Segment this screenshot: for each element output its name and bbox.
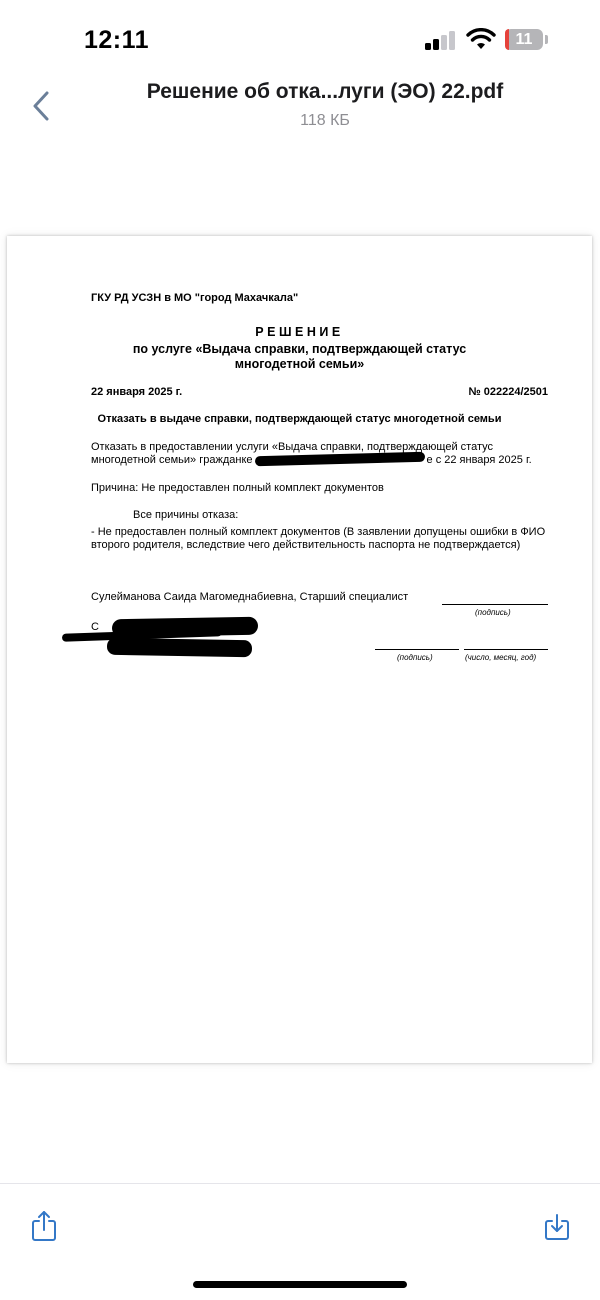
document-date: 22 января 2025 г. bbox=[91, 386, 183, 398]
received-date-line bbox=[464, 649, 548, 650]
document-heading: РЕШЕНИЕ bbox=[255, 325, 344, 339]
signature-caption: (подпись) bbox=[475, 608, 511, 617]
toolbar-divider bbox=[0, 1183, 600, 1184]
redaction-mark bbox=[107, 638, 252, 658]
back-button[interactable] bbox=[28, 88, 58, 124]
battery-cap bbox=[545, 35, 548, 44]
wifi-icon bbox=[466, 28, 496, 50]
redacted-name bbox=[254, 452, 424, 466]
share-button[interactable] bbox=[30, 1209, 58, 1243]
document-subheading: по услуге «Выдача справки, подтверждающей статус многодетной семьи» bbox=[132, 342, 467, 371]
refusal-reason: Причина: Не предоставлен полный комплект документов bbox=[91, 482, 384, 494]
organization-name: ГКУ РД УСЗН в МО "город Махачкала" bbox=[91, 292, 299, 304]
refusal-title: Отказать в выдаче справки, подтверждающей статус многодетной семьи bbox=[97, 413, 502, 425]
paragraph-text: Отказать в предоставлении услуги «Выдача справки, подтверждающей статус многодетной семьи» гражданке bbox=[91, 441, 493, 466]
document-number: № 022224/2501 bbox=[468, 386, 548, 398]
battery-icon bbox=[505, 29, 543, 50]
battery-percentage: 11 bbox=[515, 31, 533, 48]
refusal-paragraph bbox=[91, 441, 551, 467]
save-to-files-icon bbox=[542, 1212, 572, 1242]
received-signature-line bbox=[375, 649, 459, 650]
document-content bbox=[7, 236, 592, 1063]
status-bar bbox=[0, 0, 600, 80]
save-to-files-button[interactable] bbox=[542, 1212, 572, 1242]
pdf-page[interactable] bbox=[7, 236, 592, 1063]
received-date-caption: (число, месяц, год) bbox=[465, 653, 537, 662]
paragraph-text-end: е с 22 января 2025 г. bbox=[426, 454, 532, 466]
file-size: 118 КБ bbox=[300, 112, 350, 129]
received-prefix: С bbox=[91, 621, 99, 633]
reason-item: - Не предоставлен полный комплект документов (В заявлении допущены ошибки в ФИО второго родителя, вследствие чего действительность паспорта не подтверждается) bbox=[91, 526, 546, 551]
signature-line bbox=[442, 604, 548, 605]
received-signature-caption: (подпись) bbox=[397, 653, 433, 662]
share-icon bbox=[30, 1209, 58, 1243]
cellular-signal-icon bbox=[425, 32, 457, 50]
home-indicator bbox=[193, 1281, 407, 1288]
signer-name: Сулейманова Саида Магомеднабиевна, Старший специалист bbox=[91, 591, 409, 603]
status-time: 12:11 bbox=[84, 26, 150, 54]
all-reasons-label: Все причины отказа: bbox=[133, 509, 239, 521]
chevron-left-icon bbox=[28, 88, 58, 124]
file-title: Решение об отка...луги (ЭО) 22.pdf bbox=[146, 80, 504, 103]
